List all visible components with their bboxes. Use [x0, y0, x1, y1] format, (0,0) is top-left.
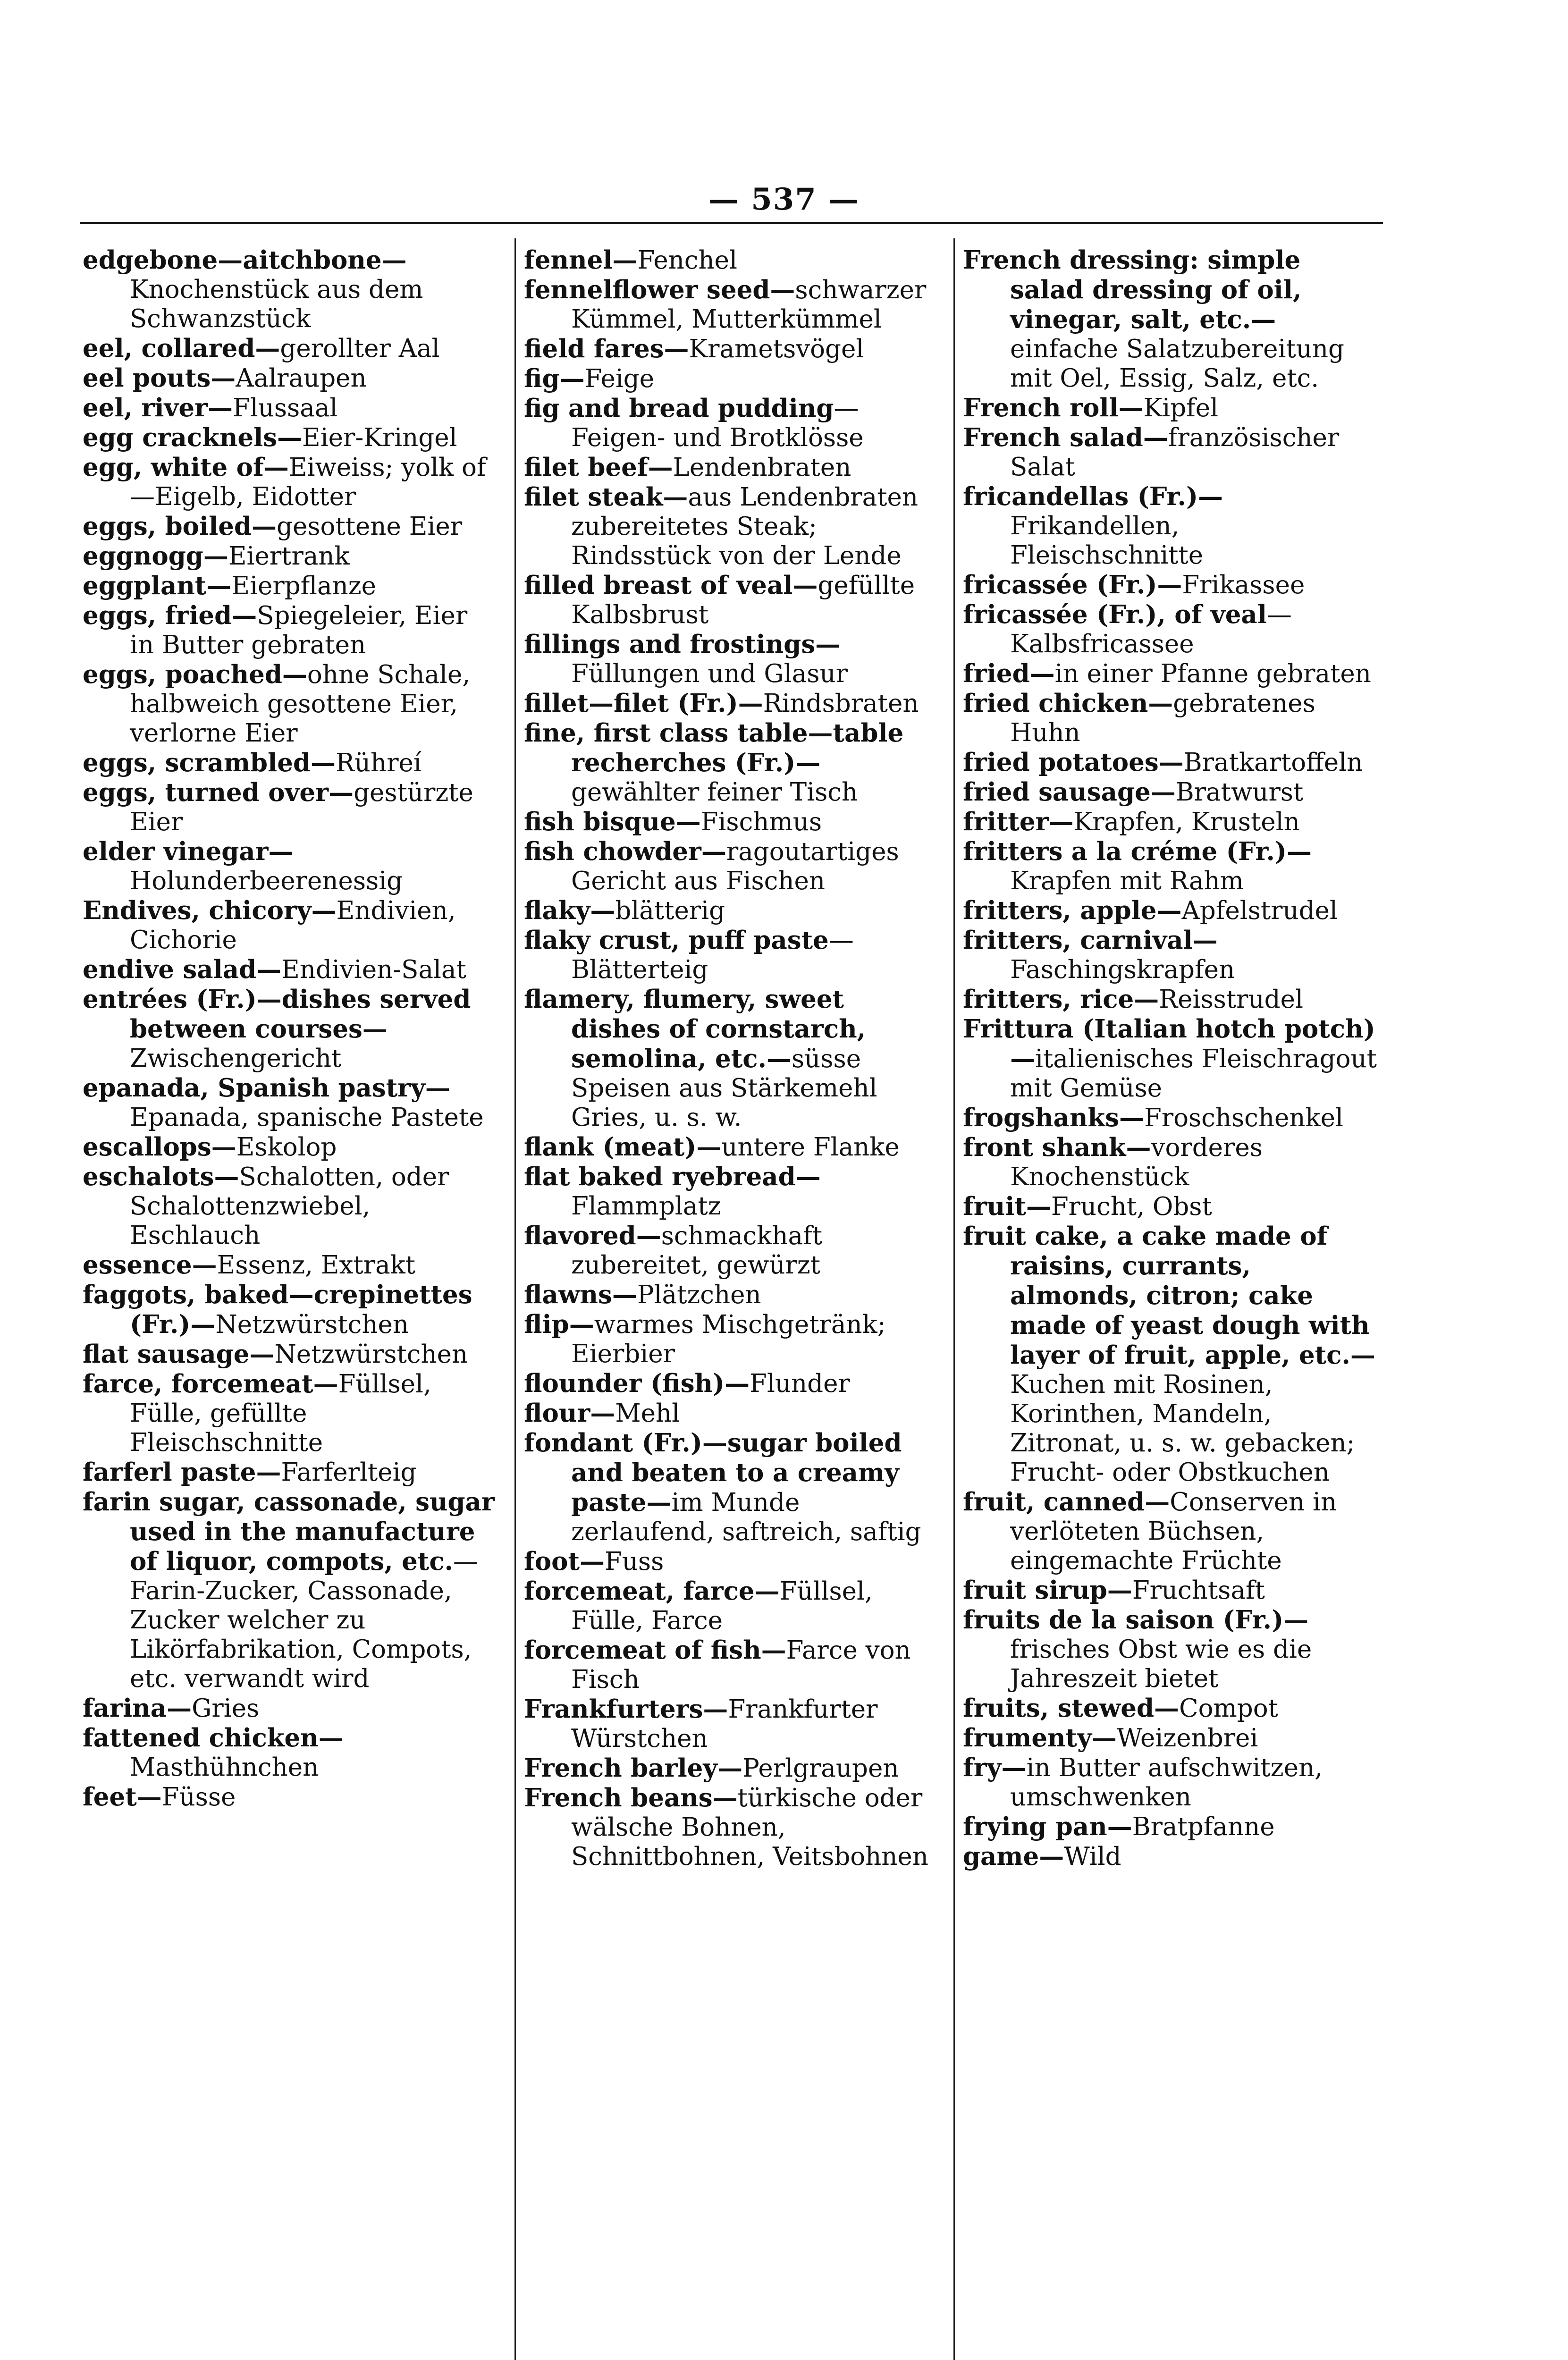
entry-translation: Fruchtsaft [1132, 1576, 1265, 1605]
entry-translation: Spiegeleier, Eier in Butter gebraten [130, 601, 468, 659]
entry-headword: eel, collared— [83, 334, 280, 363]
entry-translation: Frankfurter Würstchen [571, 1695, 878, 1753]
dictionary-entry [83, 778, 498, 837]
entry-translation: Flammplatz [571, 1192, 721, 1221]
entry-headword: fricassée (Fr.)— [963, 570, 1182, 599]
entry-translation: Rindsbraten [763, 689, 919, 718]
entry-headword: fried— [963, 659, 1055, 688]
entry-headword: fig and bread pudding [524, 394, 834, 423]
entry-translation: blätterig [615, 896, 725, 925]
entry-translation: Perlgraupen [742, 1754, 899, 1783]
entry-headword: French dressing: simple salad dressing of oil, vinegar, salt, etc.— [963, 245, 1302, 334]
entry-translation: Conserven in verlöteten Büchsen, eingemachte Früchte [1010, 1488, 1337, 1575]
entry-headword: essence— [83, 1250, 217, 1280]
entry-headword: fritters a la créme (Fr.)— [963, 837, 1312, 866]
entry-translation: Eierpflanze [231, 572, 377, 600]
dictionary-entry [83, 571, 498, 601]
dictionary-entry [524, 394, 939, 453]
entry-headword: game— [963, 1842, 1064, 1871]
entry-translation: Flussaal [232, 394, 338, 422]
dictionary-entry [963, 748, 1378, 777]
dictionary-entry [963, 1222, 1378, 1487]
entry-headword: foot— [524, 1547, 605, 1576]
entry-translation: Wild [1064, 1842, 1121, 1871]
entry-translation: Füsse [161, 1783, 236, 1812]
page-number: — 537 — [708, 182, 860, 217]
dictionary-entry [963, 1842, 1378, 1871]
dictionary-entry [963, 1753, 1378, 1812]
entry-headword: farin sugar, cassonade, sugar used in the manufacture of liquor, compots, etc. [83, 1487, 495, 1576]
entry-headword: fry— [963, 1753, 1027, 1782]
entry-headword: eel pouts— [83, 363, 236, 393]
entry-translation: Lendenbraten [673, 453, 851, 482]
entry-headword: field fares— [524, 334, 689, 363]
entry-translation: französischer Salat [1010, 423, 1340, 481]
dictionary-entry [83, 512, 498, 541]
entry-translation: Rühreí [336, 749, 422, 777]
entry-translation: Reisstrudel [1159, 985, 1303, 1014]
entry-headword: eggplant— [83, 571, 232, 600]
dictionary-entry [524, 1369, 939, 1399]
dictionary-entry [83, 1280, 498, 1340]
dictionary-entry [83, 985, 498, 1073]
dictionary-entry [83, 363, 498, 393]
entry-headword: eggs, scrambled— [83, 748, 336, 777]
entry-translation: aus Lendenbraten zubereitetes Steak; Rindsstück von der Lende [571, 483, 918, 570]
column-2 [524, 245, 939, 1871]
entry-translation: ragoutartiges Gericht aus Fischen [571, 837, 899, 895]
entry-headword: fried sausage— [963, 777, 1176, 807]
entry-headword: fillings and frostings— [524, 630, 841, 659]
entry-translation: schmackhaft zubereitet, gewürzt [571, 1222, 823, 1280]
column-divider [953, 238, 955, 2360]
dictionary-entry [963, 689, 1378, 748]
entry-translation: Zwischengericht [130, 1044, 342, 1073]
dictionary-entry [524, 926, 939, 985]
dictionary-entry [83, 423, 498, 453]
entry-headword: faggots, baked—crepinettes (Fr.)— [83, 1280, 472, 1339]
entry-headword: fennelflower seed— [524, 275, 795, 304]
entry-headword: flounder (fish)— [524, 1369, 750, 1398]
dictionary-entry [524, 1576, 939, 1635]
dictionary-entry [524, 837, 939, 896]
dictionary-entry [963, 1812, 1378, 1842]
entry-translation: Farferlteig [281, 1458, 417, 1487]
entry-headword: fritters, carnival— [963, 926, 1218, 955]
entry-translation: untere Flanke [721, 1133, 900, 1162]
entry-headword: Frankfurters— [524, 1694, 728, 1724]
dictionary-entry [524, 1547, 939, 1576]
dictionary-entry [83, 1458, 498, 1487]
entry-translation: Fischmus [700, 808, 822, 836]
entry-headword: flip— [524, 1310, 594, 1339]
entry-headword: fish bisque— [524, 807, 701, 836]
entry-translation: Aalraupen [236, 364, 367, 393]
dictionary-entry [83, 1487, 498, 1694]
dictionary-entry [83, 1162, 498, 1250]
dictionary-entry [524, 245, 939, 275]
dictionary-entry [524, 334, 939, 364]
entry-headword: flavored— [524, 1221, 661, 1250]
entry-translation: Flunder [750, 1369, 850, 1398]
dictionary-entry [963, 245, 1378, 393]
entry-headword: fine, first class table—table recherches (Fr.)— [524, 718, 904, 777]
entry-headword: eggs, boiled— [83, 512, 277, 541]
entry-translation: Kipfel [1143, 394, 1219, 422]
entry-translation: Apfelstrudel [1181, 896, 1338, 925]
dictionary-entry [524, 1132, 939, 1162]
entry-translation: gesottene Eier [277, 512, 463, 541]
entry-headword: farce, forcemeat— [83, 1369, 338, 1399]
dictionary-entry [963, 659, 1378, 689]
entry-headword: escallops— [83, 1132, 236, 1162]
entry-translation: gestürzte Eier [130, 778, 473, 836]
entry-headword: fruit cake, a cake made of raisins, currants, almonds, citron; cake made of yeast dough with layer of fruit, apple, etc.— [963, 1222, 1375, 1370]
entry-translation: Endivien, Cichorie [130, 896, 456, 954]
entry-headword: egg cracknels— [83, 423, 303, 452]
entry-translation: Compot [1179, 1694, 1278, 1723]
entry-headword: frogshanks— [963, 1103, 1144, 1132]
entry-headword: French beans— [524, 1783, 738, 1812]
dictionary-entry [524, 1753, 939, 1783]
entry-translation: Bratpfanne [1132, 1812, 1275, 1841]
entry-translation: Weizenbrei [1116, 1724, 1258, 1753]
entry-translation: Kuchen mit Rosinen, Korinthen, Mandeln, Zitronat, u. s. w. gebacken; Frucht- oder Obstkuchen [1010, 1370, 1355, 1487]
entry-translation: Eier-Kringel [302, 423, 457, 452]
dictionary-entry [83, 1723, 498, 1782]
column-3 [963, 245, 1378, 1871]
dictionary-entry [83, 837, 498, 896]
entry-translation: Netzwürstchen [215, 1310, 409, 1339]
entry-translation: Fuss [604, 1547, 664, 1576]
entry-headword: fruit, canned— [963, 1487, 1170, 1517]
dictionary-entry [963, 423, 1378, 482]
entry-headword: fricassée (Fr.), of veal [963, 600, 1267, 629]
dictionary-entry [524, 1162, 939, 1221]
dictionary-entry [963, 807, 1378, 837]
entry-headword: eggs, turned over— [83, 778, 354, 807]
entry-translation: in einer Pfanne gebraten [1054, 659, 1371, 688]
entry-translation: Gries [192, 1694, 260, 1723]
entry-translation: Plätzchen [637, 1281, 761, 1309]
dictionary-entry [83, 1250, 498, 1280]
entry-headword: eggs, fried— [83, 601, 257, 630]
dictionary-entry [963, 837, 1378, 896]
entry-translation: gefüllte Kalbsbrust [571, 571, 915, 629]
entry-headword: farina— [83, 1694, 192, 1723]
entry-translation: vorderes Knochenstück [1010, 1133, 1263, 1191]
entry-headword: fricandellas (Fr.)— [963, 482, 1223, 511]
dictionary-entry [963, 926, 1378, 985]
entry-translation: —Farin-Zucker, Cassonade, Zucker welcher zu Likörfabrikation, Compots, etc. verwandt wird [130, 1547, 479, 1693]
dictionary-entry [83, 1340, 498, 1369]
dictionary-entry [524, 1280, 939, 1310]
dictionary-entry [83, 896, 498, 955]
entry-headword: fritter— [963, 807, 1074, 836]
column-divider [514, 238, 516, 2360]
entry-translation: Frikassee [1182, 571, 1305, 599]
entry-translation: —Kalbsfricassee [1010, 600, 1292, 658]
dictionary-entry [963, 1014, 1378, 1103]
entry-headword: French roll— [963, 393, 1144, 422]
entry-translation: Feige [584, 364, 655, 393]
entry-headword: forcemeat of fish— [524, 1635, 786, 1665]
entry-translation: Fenchel [637, 246, 737, 275]
dictionary-entry [83, 601, 498, 660]
entry-translation: Farce von Fisch [571, 1636, 911, 1694]
dictionary-entry [83, 453, 498, 512]
entry-headword: flaky— [524, 896, 615, 925]
entry-translation: Eskolop [236, 1133, 337, 1162]
dictionary-entry [524, 630, 939, 689]
entry-translation: Holunderbeerenessig [130, 867, 403, 895]
entry-headword: fruits, stewed— [963, 1694, 1180, 1723]
entry-translation: Knochenstück aus dem Schwanzstück [130, 275, 423, 333]
entry-headword: Endives, chicory— [83, 896, 337, 925]
dictionary-entry [83, 393, 498, 423]
entry-headword: farferl paste— [83, 1458, 281, 1487]
dictionary-entry [963, 985, 1378, 1014]
entry-translation: schwarzer Kümmel, Mutterkümmel [571, 276, 927, 334]
entry-headword: front shank— [963, 1133, 1151, 1162]
dictionary-entry [524, 1783, 939, 1871]
entry-translation: Eiweiss; yolk of—Eigelb, Eidotter [130, 453, 486, 511]
entry-translation: Essenz, Extrakt [217, 1251, 416, 1280]
entry-headword: entrées (Fr.)—dishes served between courses— [83, 985, 471, 1044]
dictionary-entry [83, 660, 498, 748]
entry-translation: Mehl [615, 1399, 680, 1428]
entry-translation: Bratwurst [1175, 778, 1304, 807]
dictionary-entry [963, 777, 1378, 807]
dictionary-entry [524, 1428, 939, 1547]
entry-translation: italienisches Fleischragout mit Gemüse [1010, 1045, 1377, 1103]
entry-headword: elder vinegar— [83, 837, 294, 866]
entry-translation: frisches Obst wie es die Jahreszeit bietet [1010, 1635, 1312, 1693]
dictionary-entry [83, 1782, 498, 1812]
dictionary-entry [83, 1369, 498, 1458]
dictionary-entry [963, 1192, 1378, 1222]
dictionary-entry [524, 807, 939, 837]
dictionary-entry [83, 1132, 498, 1162]
entry-translation: Krapfen, Krusteln [1073, 808, 1300, 836]
entry-translation: Schalotten, oder Schalottenzwiebel, Eschlauch [130, 1163, 449, 1250]
dictionary-entry [83, 541, 498, 571]
dictionary-entry [524, 1694, 939, 1753]
entry-headword: fruit sirup— [963, 1576, 1132, 1605]
entry-translation: süsse Speisen aus Stärkemehl Gries, u. s. w. [571, 1045, 877, 1132]
entry-translation: —Blätterteig [571, 926, 854, 984]
dictionary-entry [963, 570, 1378, 600]
entry-headword: epanada, Spanish pastry— [83, 1073, 450, 1103]
entry-translation: Füllsel, Fülle, gefüllte Fleischschnitte [130, 1370, 431, 1457]
dictionary-entry [83, 334, 498, 363]
entry-headword: endive salad— [83, 955, 282, 984]
entry-translation: einfache Salatzubereitung mit Oel, Essig, Salz, etc. [1010, 335, 1344, 393]
entry-translation: Froschschenkel [1144, 1104, 1343, 1132]
entry-headword: eggnogg— [83, 541, 228, 571]
entry-headword: fritters, rice— [963, 985, 1159, 1014]
entry-translation: Frucht, Obst [1051, 1192, 1212, 1221]
entry-translation: Bratkartoffeln [1183, 748, 1363, 777]
entry-headword: fig— [524, 364, 585, 393]
entry-headword: flaky crust, puff paste [524, 926, 829, 955]
entry-headword: fried potatoes— [963, 748, 1184, 777]
dictionary-entry [524, 275, 939, 334]
entry-translation: gewählter feiner Tisch [571, 778, 858, 807]
entry-headword: Frittura (Italian hotch potch)— [963, 1014, 1375, 1073]
entry-headword: flat sausage— [83, 1340, 275, 1369]
entry-translation: Faschingskrapfen [1010, 955, 1235, 984]
entry-translation: Füllsel, Fülle, Farce [571, 1577, 873, 1635]
entry-headword: filet beef— [524, 453, 673, 482]
dictionary-entry [963, 393, 1378, 423]
entry-translation: im Munde zerlaufend, saftreich, saftig [571, 1488, 921, 1546]
dictionary-entry [524, 364, 939, 394]
dictionary-entry [524, 1399, 939, 1428]
dictionary-entry [83, 955, 498, 985]
dictionary-entry [524, 571, 939, 630]
entry-headword: fruit— [963, 1192, 1051, 1221]
entry-translation: in Butter aufschwitzen, umschwenken [1010, 1753, 1323, 1812]
entry-translation: ohne Schale, halbweich gesottene Eier, verlorne Eier [130, 660, 471, 748]
entry-translation: türkische oder wälsche Bohnen, Schnittbohnen, Veitsbohnen [571, 1784, 928, 1871]
entry-headword: frumenty— [963, 1723, 1117, 1753]
dictionary-entry [963, 896, 1378, 926]
entry-headword: fruits de la saison (Fr.)— [963, 1605, 1309, 1635]
entry-headword: fennel— [524, 245, 638, 275]
entry-translation: Krapfen mit Rahm [1010, 867, 1244, 895]
entry-headword: flawns— [524, 1280, 637, 1309]
entry-headword: eggs, poached— [83, 660, 307, 689]
dictionary-entry [963, 600, 1378, 659]
entry-translation: Krametsvögel [689, 335, 864, 363]
dictionary-entry [83, 245, 498, 334]
dictionary-entry [963, 482, 1378, 570]
entry-translation: Endivien-Salat [281, 955, 466, 984]
entry-headword: flamery, flumery, sweet dishes of cornstarch, semolina, etc.— [524, 985, 866, 1073]
entry-headword: edgebone—aitchbone— [83, 245, 407, 275]
dictionary-entry [83, 1694, 498, 1723]
entry-translation: Netzwürstchen [274, 1340, 468, 1369]
dictionary-entry [83, 748, 498, 778]
dictionary-entry [524, 896, 939, 926]
entry-headword: filled breast of veal— [524, 571, 818, 600]
entry-headword: forcemeat, farce— [524, 1576, 780, 1606]
column-1 [83, 245, 498, 1812]
dictionary-entry [524, 1635, 939, 1694]
dictionary-entry [524, 718, 939, 807]
entry-translation: Epanada, spanische Pastete [130, 1103, 484, 1132]
entry-headword: fattened chicken— [83, 1723, 344, 1753]
entry-headword: fried chicken— [963, 689, 1173, 718]
entry-translation: gerollter Aal [280, 334, 440, 363]
header-rule [80, 222, 1383, 224]
entry-headword: flat baked ryebread— [524, 1162, 821, 1191]
entry-translation: gebratenes Huhn [1010, 689, 1315, 747]
dictionary-entry [524, 689, 939, 718]
entry-translation: Frikandellen, Fleischschnitte [1010, 512, 1204, 570]
entry-headword: eel, river— [83, 393, 233, 422]
entry-headword: filet steak— [524, 482, 688, 512]
dictionary-entry [524, 1221, 939, 1280]
entry-headword: fillet—filet (Fr.)— [524, 689, 763, 718]
dictionary-entry [83, 1073, 498, 1132]
entry-headword: fondant (Fr.)—sugar boiled and beaten to a creamy paste— [524, 1428, 902, 1517]
entry-headword: frying pan— [963, 1812, 1132, 1841]
dictionary-entry [963, 1103, 1378, 1133]
dictionary-entry [524, 1310, 939, 1369]
entry-translation: Masthühnchen [130, 1753, 319, 1782]
entry-translation: warmes Mischgetränk; Eierbier [571, 1310, 886, 1368]
dictionary-entry [963, 1133, 1378, 1192]
entry-translation: Füllungen und Glasur [571, 659, 848, 688]
dictionary-entry [524, 453, 939, 482]
dictionary-entry [963, 1487, 1378, 1576]
entry-headword: feet— [83, 1782, 162, 1812]
entry-headword: French salad— [963, 423, 1168, 452]
entry-headword: egg, white of— [83, 453, 289, 482]
entry-headword: fritters, apple— [963, 896, 1182, 925]
dictionary-entry [524, 482, 939, 571]
entry-headword: flank (meat)— [524, 1132, 722, 1162]
dictionary-entry [963, 1723, 1378, 1753]
dictionary-entry [963, 1576, 1378, 1605]
entry-headword: eschalots— [83, 1162, 239, 1191]
entry-headword: fish chowder— [524, 837, 726, 866]
dictionary-entry [524, 985, 939, 1132]
entry-headword: French barley— [524, 1753, 743, 1783]
entry-translation: —Feigen- und Brotklösse [571, 394, 864, 452]
entry-translation: Eiertrank [228, 542, 350, 571]
dictionary-entry [963, 1605, 1378, 1694]
entry-headword: flour— [524, 1399, 615, 1428]
dictionary-entry [963, 1694, 1378, 1723]
